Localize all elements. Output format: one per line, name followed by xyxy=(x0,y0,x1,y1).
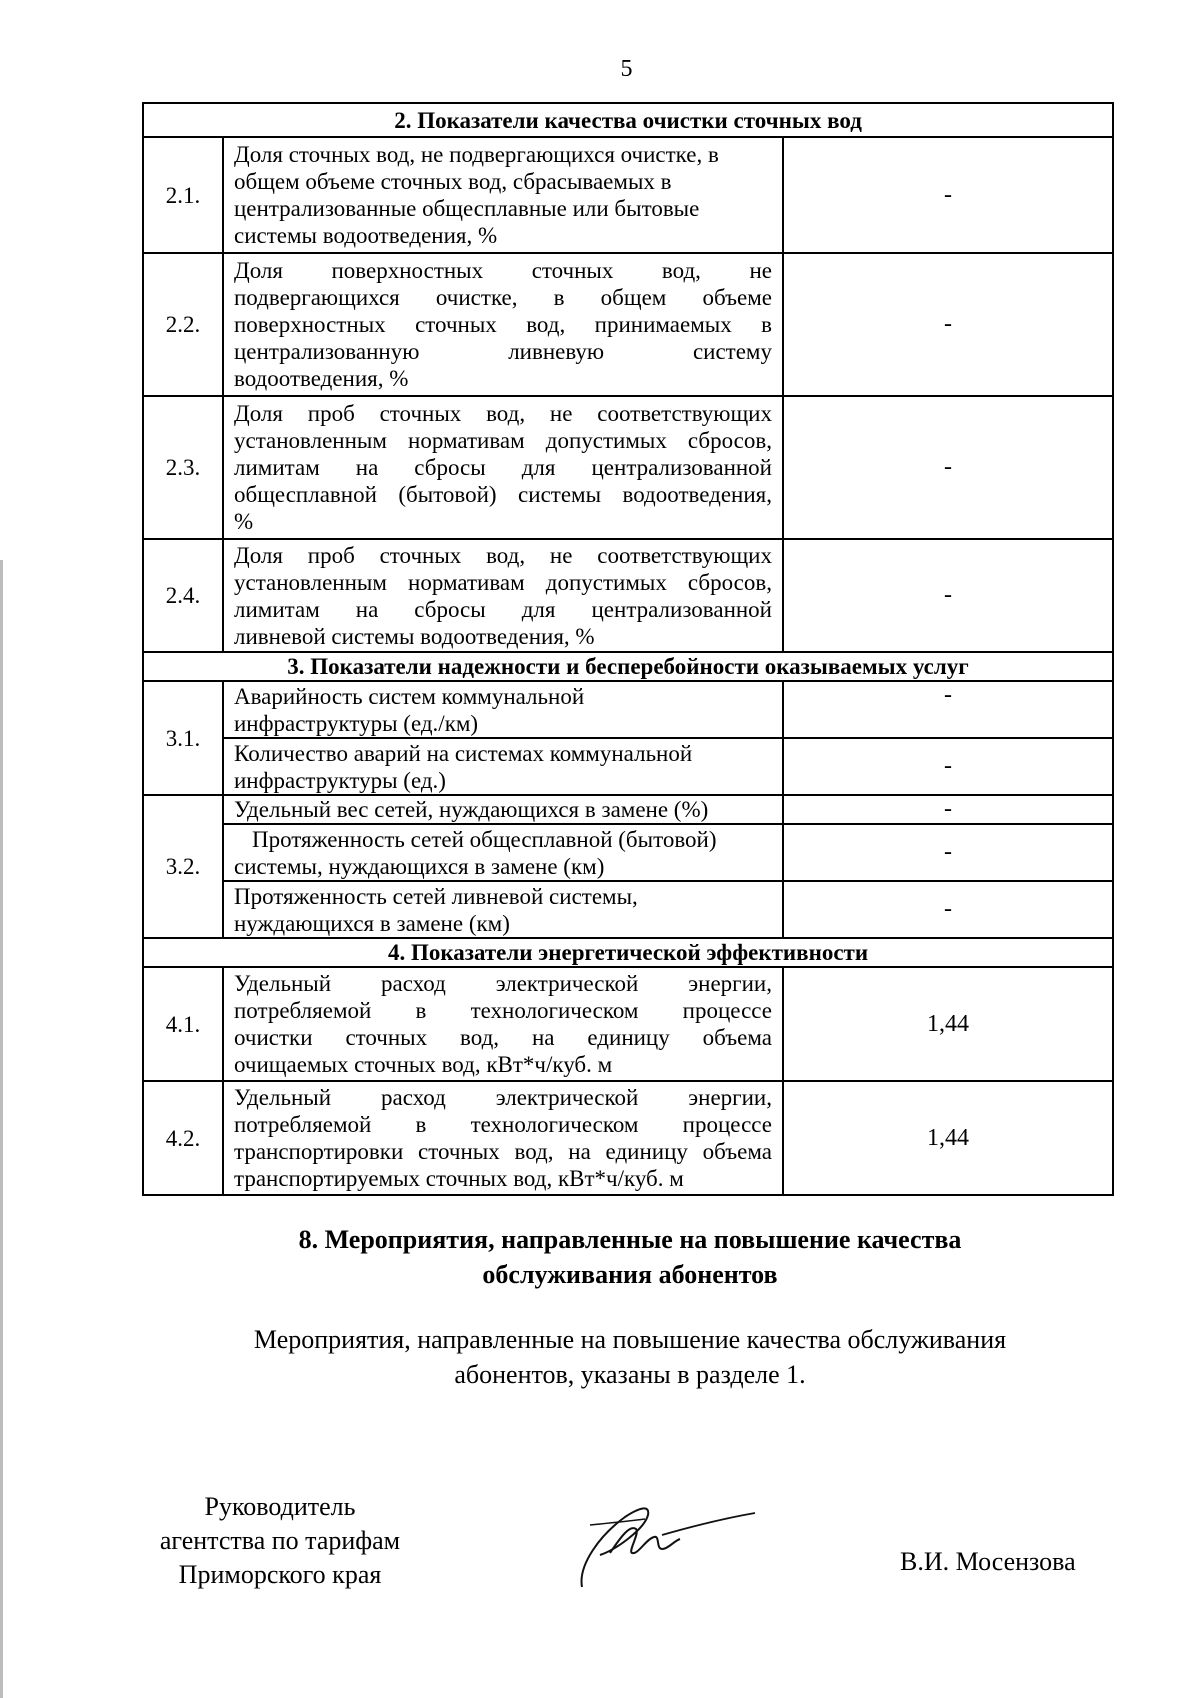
row-value: - xyxy=(783,795,1113,824)
row-number: 3.1. xyxy=(143,681,223,795)
row-description xyxy=(223,539,783,652)
row-description xyxy=(223,795,783,824)
table-row xyxy=(143,967,1113,1081)
row-value: - xyxy=(783,253,1113,396)
indicators-table xyxy=(142,102,1114,1196)
section-8-title-line: 8. Мероприятия, направленные на повышение качества xyxy=(298,1225,962,1254)
row-value: - xyxy=(783,539,1113,652)
row-description xyxy=(223,253,783,396)
description-line: системы, нуждающихся в замене (км) xyxy=(234,853,605,879)
description-line: потребляемой в технологическом процессе xyxy=(234,998,772,1023)
row-description xyxy=(223,137,783,253)
table-row xyxy=(143,396,1113,539)
description-line: потребляемой в технологическом процессе xyxy=(234,1112,772,1137)
row-value: - xyxy=(783,824,1113,881)
row-value: - xyxy=(783,681,1113,738)
row-value: 1,44 xyxy=(783,1081,1113,1195)
description-line: поверхностных сточных вод, принимаемых в xyxy=(234,312,772,337)
section-header-row xyxy=(143,938,1113,967)
section-header-row xyxy=(143,103,1113,137)
section-8-title xyxy=(180,1222,1080,1292)
description-line: системы водоотведения, % xyxy=(234,223,498,248)
table-row xyxy=(143,795,1113,824)
description-line: лимитам на сбросы для централизованной xyxy=(234,596,772,622)
row-description xyxy=(223,1081,783,1195)
section-title-4: 4. Показатели энергетической эффективности xyxy=(143,938,1113,967)
description-line: нуждающихся в замене (км) xyxy=(234,910,510,936)
section-8-text xyxy=(190,1322,1070,1392)
section-8-text-line: абонентов, указаны в разделе 1. xyxy=(454,1360,806,1389)
row-value: - xyxy=(783,396,1113,539)
row-number: 2.3. xyxy=(143,396,223,539)
table-row xyxy=(143,824,1113,881)
description-line: лимитам на сбросы для централизованной xyxy=(234,455,772,480)
row-value: 1,44 xyxy=(783,967,1113,1081)
description-line: ливневой системы водоотведения, % xyxy=(234,623,595,649)
row-number: 2.1. xyxy=(143,137,223,253)
signatory-position xyxy=(140,1490,420,1592)
description-line: Протяженность сетей ливневой системы, xyxy=(234,883,638,909)
section-8-text-line: Мероприятия, направленные на повышение качества обслуживания xyxy=(253,1325,1007,1354)
description-line: Аварийность систем коммунальной xyxy=(234,683,585,709)
row-number: 4.2. xyxy=(143,1081,223,1195)
description-line: Удельный вес сетей, нуждающихся в замене (%) xyxy=(234,797,709,822)
scan-edge-shadow xyxy=(0,560,3,1698)
page-number: 5 xyxy=(620,56,633,82)
description-line: Доля проб сточных вод, не соответствующих xyxy=(234,542,772,568)
handwritten-signature-icon xyxy=(570,1495,760,1595)
description-line: очистки сточных вод, на единицу объема xyxy=(234,1025,772,1050)
row-value: - xyxy=(783,738,1113,795)
table-row xyxy=(143,539,1113,652)
row-number: 2.2. xyxy=(143,253,223,396)
section-title-2: 2. Показатели качества очистки сточных вод xyxy=(143,103,1113,137)
section-title-3: 3. Показатели надежности и бесперебойности оказываемых услуг xyxy=(143,652,1113,681)
description-line: Доля поверхностных сточных вод, не xyxy=(234,258,772,283)
signatory-name: В.И. Мосензова xyxy=(900,1547,1076,1576)
description-line: Протяженность сетей общесплавной (бытовой) xyxy=(252,826,717,852)
description-line: транспортируемых сточных вод, кВт*ч/куб. м xyxy=(234,1166,684,1191)
table-row xyxy=(143,1081,1113,1195)
row-description xyxy=(223,824,783,881)
description-line: подвергающихся очистке, в общем объеме xyxy=(234,285,772,310)
description-line: Удельный расход электрической энергии, xyxy=(234,1085,772,1110)
description-line: инфраструктуры (ед./км) xyxy=(234,710,479,736)
section-header-row xyxy=(143,652,1113,681)
table-row xyxy=(143,253,1113,396)
row-number: 4.1. xyxy=(143,967,223,1081)
row-number: 3.2. xyxy=(143,795,223,938)
description-line: Доля проб сточных вод, не соответствующих xyxy=(234,401,772,426)
description-line: Удельный расход электрической энергии, xyxy=(234,971,772,996)
description-line: инфраструктуры (ед.) xyxy=(234,767,446,793)
description-line: общем объеме сточных вод, сбрасываемых в xyxy=(234,169,672,194)
signatory-position-line: агентства по тарифам xyxy=(159,1526,401,1555)
row-number: 2.4. xyxy=(143,539,223,652)
description-line: очищаемых сточных вод, кВт*ч/куб. м xyxy=(234,1052,613,1077)
description-line: Количество аварий на системах коммунальной xyxy=(234,740,693,766)
description-line: установленным нормативам допустимых сбросов, xyxy=(234,428,772,453)
row-description xyxy=(223,881,783,938)
description-line: централизованную ливневую систему xyxy=(234,339,772,364)
section-8-title-line: обслуживания абонентов xyxy=(482,1260,778,1289)
table-row xyxy=(143,881,1113,938)
row-description xyxy=(223,681,783,738)
description-line: Доля сточных вод, не подвергающихся очистке, в xyxy=(234,142,719,167)
row-value: - xyxy=(783,881,1113,938)
row-description xyxy=(223,396,783,539)
table-row xyxy=(143,738,1113,795)
description-line: централизованные общесплавные или бытовые xyxy=(234,196,700,221)
table-row xyxy=(143,137,1113,253)
signatory-position-line: Приморского края xyxy=(178,1560,382,1589)
row-value: - xyxy=(783,137,1113,253)
description-line: % xyxy=(234,509,254,534)
description-line: водоотведения, % xyxy=(234,366,409,391)
row-description xyxy=(223,967,783,1081)
table-row xyxy=(143,681,1113,738)
description-line: транспортировки сточных вод, на единицу объема xyxy=(234,1139,772,1164)
description-line: установленным нормативам допустимых сбросов, xyxy=(234,569,772,595)
description-line: общесплавной (бытовой) системы водоотведения, xyxy=(234,482,772,507)
signatory-position-line: Руководитель xyxy=(204,1492,356,1521)
row-description xyxy=(223,738,783,795)
